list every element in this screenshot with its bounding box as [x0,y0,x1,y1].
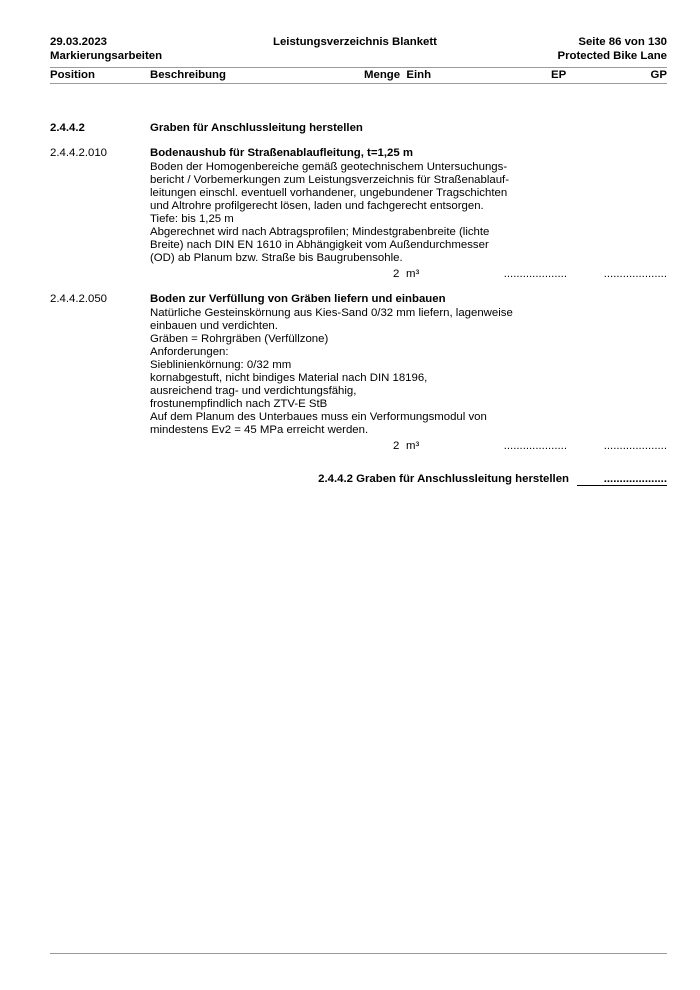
section-title: Graben für Anschlussleitung herstellen [150,122,363,134]
col-gp: GP [650,69,667,81]
header-date: 29.03.2023 [50,36,108,48]
col-quantity-unit: Menge Einh [364,69,432,81]
item-description [150,161,530,265]
footer-divider [50,953,667,954]
description-line: einbauen und verdichten. [150,320,278,332]
item-ep: .................... [503,440,567,452]
description-line: Tiefe: bis 1,25 m [150,213,234,225]
col-position: Position [50,69,95,81]
description-line: ausreichend trag- und verdichtungsfähig, [150,385,357,397]
col-description: Beschreibung [150,69,226,81]
description-line: mindestens Ev2 = 45 MPa erreicht werden. [150,424,369,436]
column-divider [50,83,667,84]
description-line: Breite) nach DIN EN 1610 in Abhängigkeit vom Außendurchmesser [150,239,489,251]
description-line: Sieblinienkörnung: 0/32 mm [150,359,292,371]
description-line: (OD) ab Planum bzw. Straße bis Baugrubensohle. [150,252,403,264]
item-ep: .................... [503,268,567,280]
subtotal-label: 2.4.4.2 Graben für Anschlussleitung herstellen [318,473,569,485]
description-line: Boden der Homogenbereiche gemäß geotechnischem Untersuchungs- [150,161,508,173]
item-unit: m³ [406,440,420,452]
description-line: Anforderungen: [150,346,229,358]
document-title: Leistungsverzeichnis Blankett [273,36,437,48]
item-position: 2.4.4.2.050 [50,293,108,305]
section-number: 2.4.4.2 [50,122,85,134]
description-line: bericht / Vorbemerkungen zum Leistungsverzeichnis für Straßenablauf- [150,174,509,186]
item-position: 2.4.4.2.010 [50,147,108,159]
subtotal-value: .................... [577,473,667,486]
description-line: leitungen einschl. eventuell vorhandener, ungebundener Tragschichten [150,187,508,199]
page-number: Seite 86 von 130 [578,36,667,48]
description-line: Abgerechnet wird nach Abtragsprofilen; Mindestgrabenbreite (lichte [150,226,490,238]
item-gp: .................... [603,440,667,452]
header-subtitle: Markierungsarbeiten [50,50,163,62]
item-quantity: 2 [393,268,400,280]
item-unit: m³ [406,268,420,280]
col-ep: EP [551,69,567,81]
description-line: frostunempfindlich nach ZTV-E StB [150,398,328,410]
item-quantity: 2 [393,440,400,452]
description-line: kornabgestuft, nicht bindiges Material nach DIN 18196, [150,372,428,384]
item-gp: .................... [603,268,667,280]
item-description [150,307,530,437]
project-name: Protected Bike Lane [557,50,667,62]
description-line: Natürliche Gesteinskörnung aus Kies-Sand 0/32 mm liefern, lagenweise [150,307,513,319]
item-title: Bodenaushub für Straßenablaufleitung, t=1,25 m [150,147,413,159]
header-divider [50,67,667,68]
description-line: Auf dem Planum des Unterbaues muss ein Verformungsmodul von [150,411,487,423]
description-line: Gräben = Rohrgräben (Verfüllzone) [150,333,329,345]
description-line: und Altrohre profilgerecht lösen, laden und fachgerecht entsorgen. [150,200,484,212]
item-title: Boden zur Verfüllung von Gräben liefern und einbauen [150,293,446,305]
